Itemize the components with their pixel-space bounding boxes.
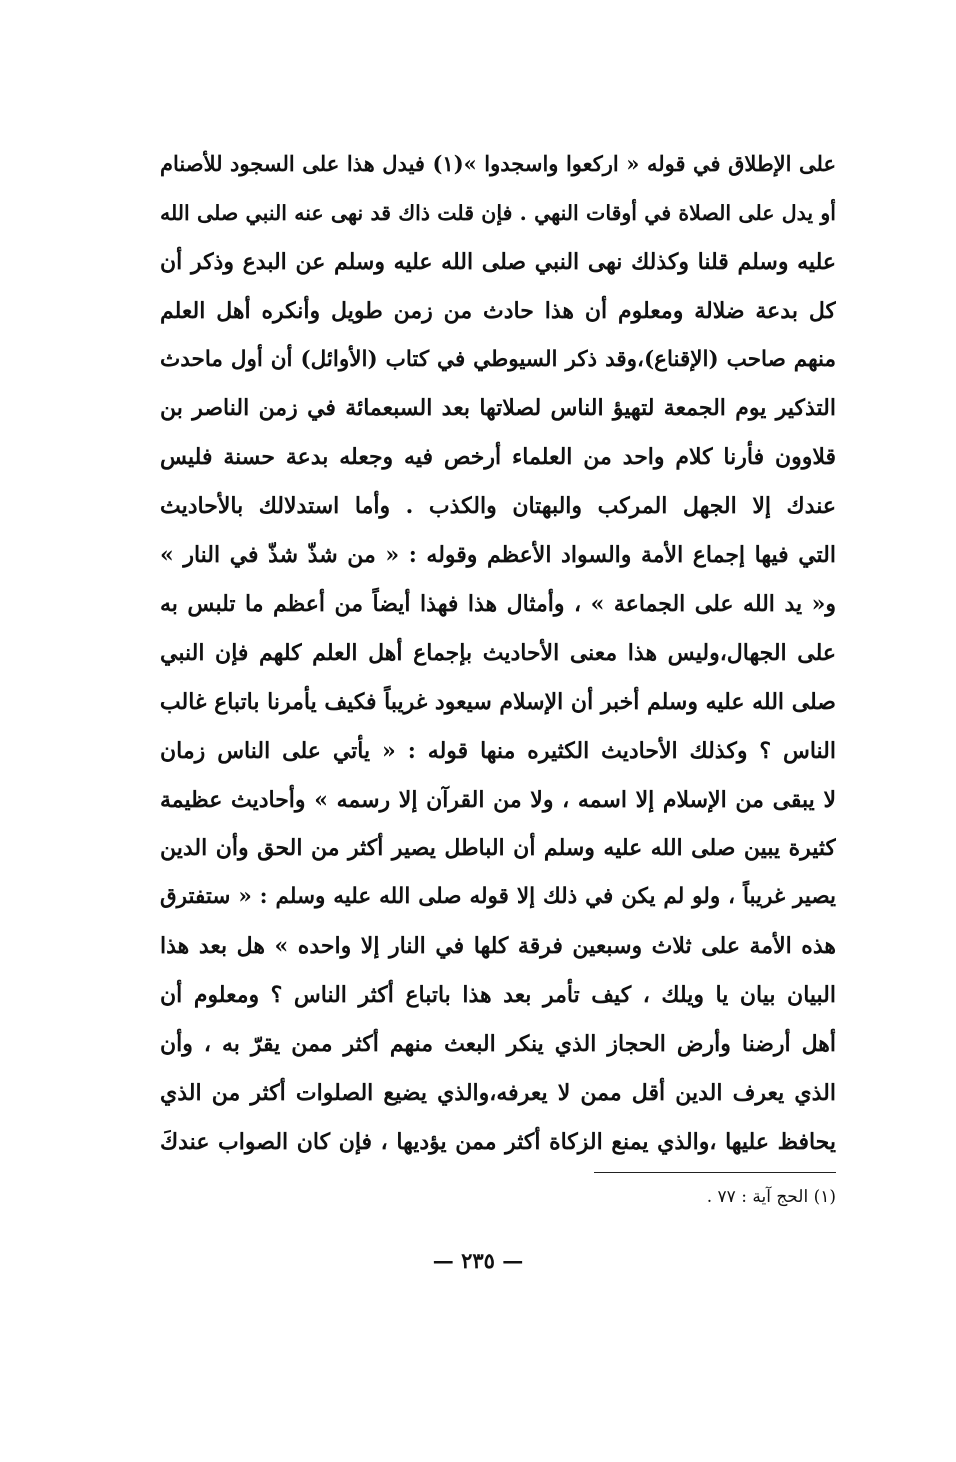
text-line: على الجهال،وليس هذا معنى الأحاديث بإجماع أهل العلم كلهم فإن النبي — [160, 639, 836, 666]
text-line: التذكير يوم الجمعة لتهيؤ الناس لصلاتها بعد السبعمائة في زمن الناصر بن — [160, 395, 836, 422]
text-line: يحافظ عليها ،والذي يمنع الزكاة أكثر ممن يؤديها ، فإن كان الصواب عندكَ — [160, 1128, 836, 1155]
footnote: (١) الحج آية : ٧٧ . — [706, 1187, 836, 1207]
text-line: هذه الأمة على ثلاث وسبعين فرقة كلها في النار إلا واحده » هل بعد هذا — [160, 933, 836, 960]
text-line: الناس ؟ وكذلك الأحاديث الكثيره منها قوله : « يأتي على الناس زمان — [160, 737, 836, 764]
text-line: كثيرة يبين صلى الله عليه وسلم أن الباطل يصير أكثر من الحق وأن الدين — [160, 835, 836, 862]
text-line: كل بدعة ضلالة ومعلوم أن هذا حادث من زمن طويل وأنكره أهل العلم — [160, 297, 836, 324]
text-line: البيان بيان يا ويلك ، كيف تأمر بعد هذا باتباع أكثر الناس ؟ ومعلوم أن — [160, 982, 836, 1009]
text-line: على الإطلاق في قوله « اركعوا واسجدوا »(١) فيدل هذا على السجود للأصنام — [160, 151, 836, 176]
text-line: عندك إلا الجهل المركب والبهتان والكذب . وأما استدلالك بالأحاديث — [160, 493, 836, 520]
text-line: التي فيها إجماع الأمة والسواد الأعظم وقوله : « من شذّ شذّ في النار » — [160, 542, 836, 569]
text-line: قلاوون فأرنا كلام واحد من العلماء أرخص فيه وجعله بدعة حسنة فليس — [160, 444, 836, 471]
text-line: الذي يعرف الدين أقل ممن لا يعرفه،والذي يضيع الصلوات أكثر من الذي — [160, 1079, 836, 1106]
text-line: لا يبقى من الإسلام إلا اسمه ، ولا من القرآن إلا رسمه » وأحاديث عظيمة — [160, 786, 836, 813]
page-number: — ٢٣٥ — — [432, 1248, 524, 1273]
text-line: يصير غريباً ، ولو لم يكن في ذلك إلا قوله صلى الله عليه وسلم : « ستفترق — [160, 884, 836, 910]
main-text-block — [160, 140, 836, 1167]
text-line: و« يد الله على الجماعة » ، وأمثال هذا فهذا أيضاً من أعظم ما تلبس به — [160, 591, 836, 618]
text-line: أو يدل على الصلاة في أوقات النهي . فإن قلت ذاك قد نهى عنه النبي صلى الله — [160, 200, 836, 225]
text-line: أهل أرضنا وأرض الحجاز الذي ينكر البعث منهم أكثر ممن يقرّ به ، وأن — [160, 1031, 836, 1058]
text-line: منهم صاحب (الإقناع)،وقد ذكر السيوطي في كتاب (الأوائل) أن أول ماحدث — [160, 346, 836, 372]
text-line: صلى الله عليه وسلم أخبر أن الإسلام سيعود غريباً فكيف يأمرنا باتباع غالب — [160, 688, 836, 715]
text-line: عليه وسلم قلنا وكذلك نهى النبي صلى الله عليه وسلم عن البدع وذكر أن — [160, 248, 836, 275]
footnote-separator — [594, 1172, 836, 1173]
